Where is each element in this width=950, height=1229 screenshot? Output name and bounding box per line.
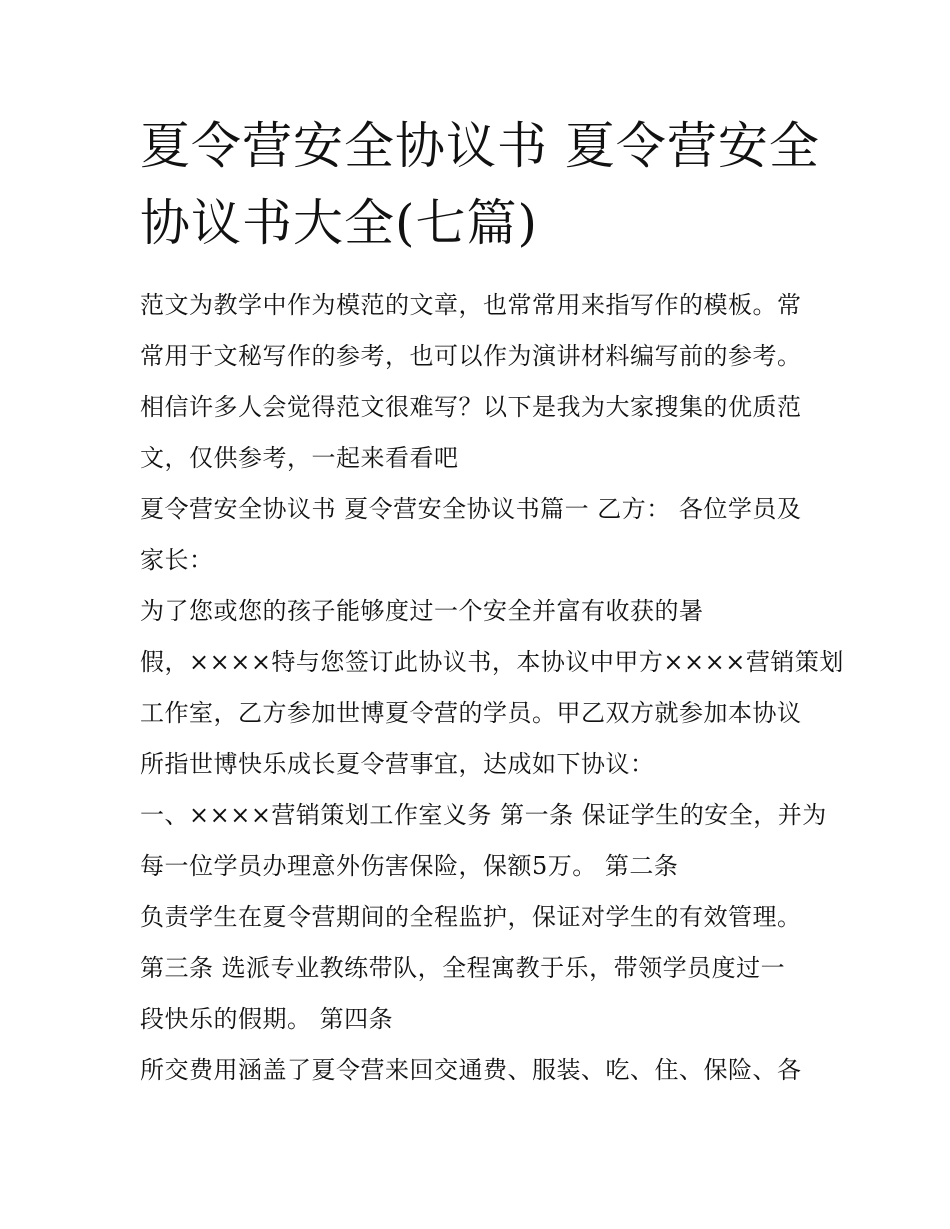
body-line: 所交费用涵盖了夏令营来回交通费、服装、吃、住、保险、各 xyxy=(140,1056,802,1084)
title-line: 夏令营安全协议书 夏令营安全 xyxy=(140,117,820,175)
title-line: 协议书大全(七篇) xyxy=(140,194,539,252)
body-line: 一、××××营销策划工作室义务 第一条 保证学生的安全，并为 xyxy=(140,801,827,829)
body-line: 负责学生在夏令营期间的全程监护，保证对学生的有效管理。 xyxy=(140,903,802,931)
document-page xyxy=(140,108,844,1096)
body-line: 夏令营安全协议书 夏令营安全协议书篇一 乙方： 各位学员及 xyxy=(140,495,802,523)
body-line: 第三条 选派专业教练带队，全程寓教于乐，带领学员度过一 xyxy=(140,954,786,982)
body-line: 为了您或您的孩子能够度过一个安全并富有收获的暑 xyxy=(140,597,704,625)
body-line: 每一位学员办理意外伤害保险，保额5万。 第二条 xyxy=(140,852,679,880)
body-line: 假，××××特与您签订此协议书，本协议中甲方××××营销策划 xyxy=(140,648,844,676)
body-line: 家长： xyxy=(140,546,214,574)
body-line: 段快乐的假期。 第四条 xyxy=(140,1005,394,1033)
body-line: 相信许多人会觉得范文很难写？以下是我为大家搜集的优质范 xyxy=(140,393,802,421)
body-line: 范文为教学中作为模范的文章，也常常用来指写作的模板。常 xyxy=(140,291,802,319)
body-line: 所指世博快乐成长夏令营事宜，达成如下协议： xyxy=(140,750,655,778)
body-line: 常用于文秘写作的参考，也可以作为演讲材料编写前的参考。 xyxy=(140,342,802,370)
document-body xyxy=(140,280,844,1096)
body-line: 文，仅供参考，一起来看看吧 xyxy=(140,444,459,472)
body-line: 工作室，乙方参加世博夏令营的学员。甲乙双方就参加本协议 xyxy=(140,699,802,727)
document-title xyxy=(140,108,820,262)
